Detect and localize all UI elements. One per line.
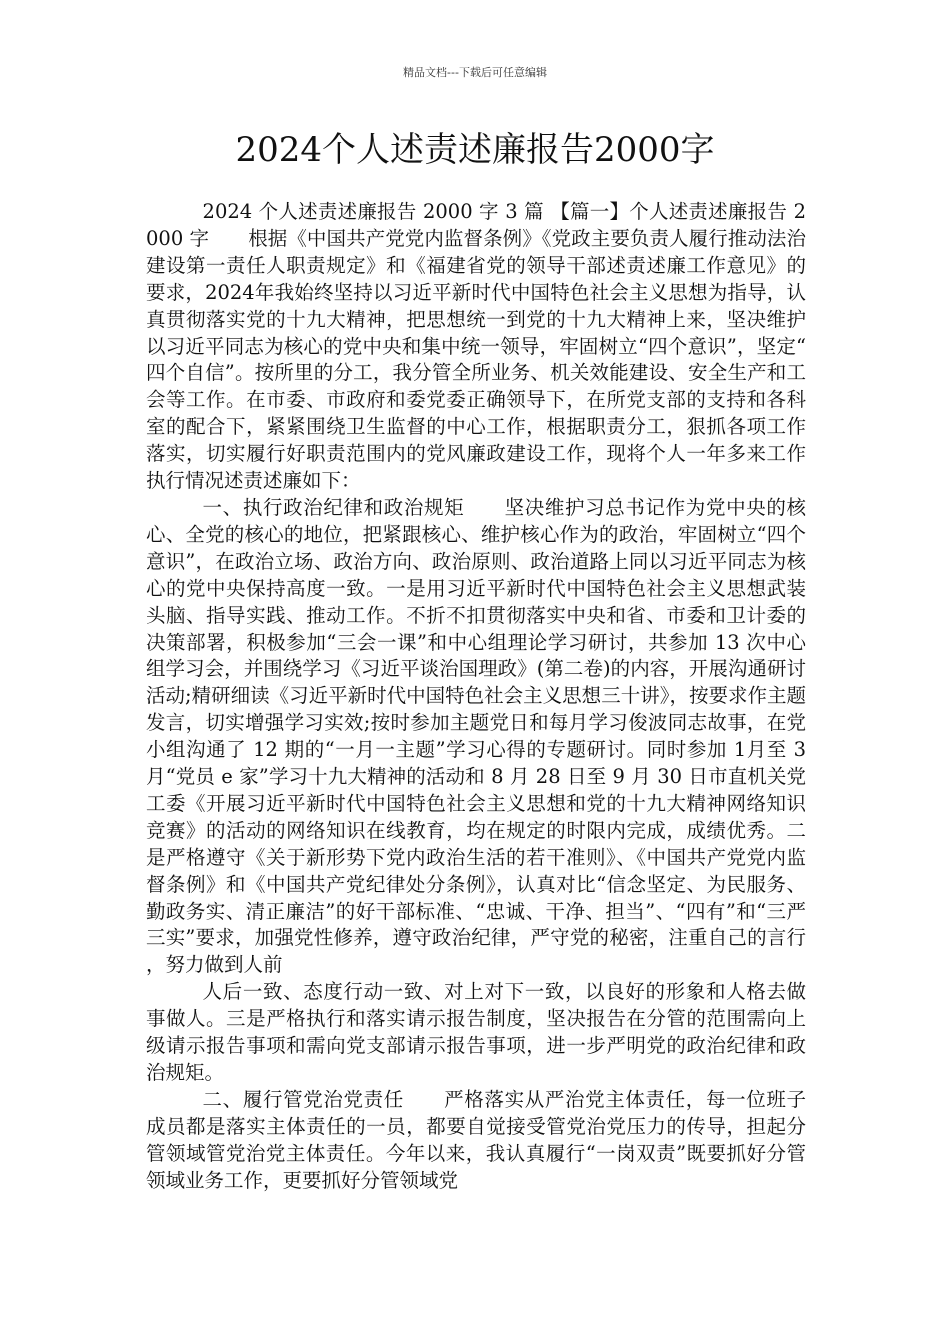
paragraph-intro: 2024 个人述责述廉报告 2000 字 3 篇 【篇一】个人述责述廉报告 2000 字 根据《中国共产党党内监督条例》《党政主要负责人履行推动法治建设第一责任人职责规定》和《福建省党的领导干部述责述廉工作意见》的要求，2024年我始终坚持以习近平新时代中国特色社会主义思想为指导，认真贯彻落实党的十九大精神，把思想统一到党的十九大精神上来，坚决维护以习近平同志为核心的党中央和集中统一领导，牢固树立“四个意识”，坚定“四个自信”。按所里的分工，我分管全所业务、机关效能建设、安全生产和工会等工作。在市委、市政府和委党委正确领导下，在所党支部的支持和各科室的配合下，紧紧围绕卫生监督的中心工作，根据职责分工，狠抓各项工作落实，切实履行好职责范围内的党风廉政建设工作，现将个人一年多来工作执行情况述责述廉如下： — [146, 200, 806, 493]
document-title: 2024个人述责述廉报告2000字 — [235, 130, 715, 170]
document-body — [146, 199, 806, 1195]
paragraph-section-two: 二、履行管党治党责任 严格落实从严治党主体责任，每一位班子成员都是落实主体责任的一员，都要自觉接受管党治党压力的传导，担起分管领域管党治党主体责任。今年以来，我认真履行“一岗双责”既要抓好分管领域业务工作，更要抓好分管领域党 — [146, 1087, 806, 1192]
paragraph-section-one: 一、执行政治纪律和政治规矩 坚决维护习总书记作为党中央的核心、全党的核心的地位，把紧跟核心、维护核心作为的政治，牢固树立“四个意识”，在政治立场、政治方向、政治原则、政治道路上同以习近平同志为核心的党中央保持高度一致。一是用习近平新时代中国特色社会主义思想武装头脑、指导实践、推动工作。不折不扣贯彻落实中央和省、市委和卫计委的决策部署，积极参加“三会一课”和中心组理论学习研讨，共参加 13 次中心组学习会，并围绕学习《习近平谈治国理政》(第二卷)的内容，开展沟通研讨活动;精研细读《习近平新时代中国特色社会主义思想三十讲》，按要求作主题发言，切实增强学习实效;按时参加主题党日和每月学习俊波同志故事，在党小组沟通了 12 期的“一月一主题”学习心得的专题研讨。同时参加 1月至 3 月“党员 e 家”学习十九大精神的活动和 8 月 28 日至 9 月 30 日市直机关党工委《开展习近平新时代中国特色社会主义思想和党的十九大精神网络知识竞赛》的活动的网络知识在线教育，均在规定的时限内完成，成绩优秀。二是严格遵守《关于新形势下党内政治生活的若干准则》、《中国共产党党内监督条例》和《中国共产党纪律处分条例》，认真对比“信念坚定、为民服务、勤政务实、清正廉洁”的好干部标准、“忠诚、干净、担当”、“四有”和“三严三实”要求，加强党性修养，遵守政治纪律，严守党的秘密，注重自己的言行，努力做到人前 — [146, 495, 806, 977]
page-header: 精品文档---下载后可任意编辑 — [403, 66, 547, 79]
paragraph-section-one-continued: 人后一致、态度行动一致、对上对下一致，以良好的形象和人格去做事做人。三是严格执行和落实请示报告制度，坚决报告在分管的范围需向上级请示报告事项和需向党支部请示报告事项，进一步严明党的政治纪律和政治规矩。 — [146, 980, 806, 1084]
